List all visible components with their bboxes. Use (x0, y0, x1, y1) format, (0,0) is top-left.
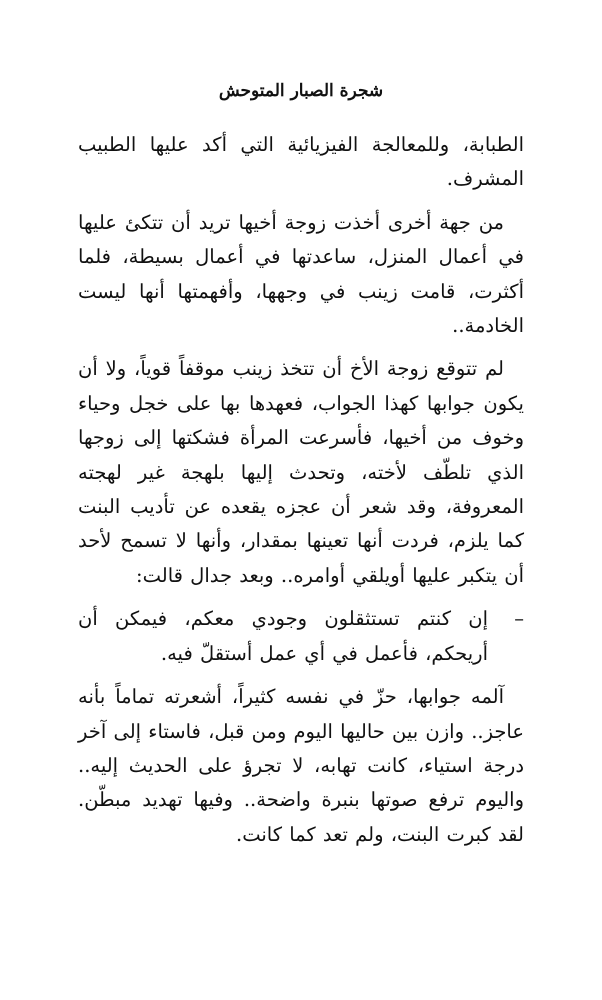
paragraph-continuation: الطبابة، وللمعالجة الفيزيائية التي أكد عليها الطبيب المشرف. (78, 133, 524, 191)
dialogue-dash: – (514, 607, 524, 631)
paragraph-sister-in-law: من جهة أخرى أخذت زوجة أخيها تريد أن تتكئ عليها في أعمال المنزل، ساعدتها في أعمال بسيطة، فلما أكثرت، قامت زينب في وجهها، وأفهمتها أنها ليست الخادمة.. (78, 210, 524, 338)
book-page (78, 0, 524, 1000)
dialogue-line (78, 602, 524, 671)
page-body (78, 128, 524, 852)
paragraph-husband-complaint: لم تتوقع زوجة الأخ أن تتخذ زينب موقفاً قوياً، ولا أن يكون جوابها كهذا الجواب، فعهدها بها على خجل وحياء وخوف من أخيها، فأسرعت المرأة فشكتها إلى زوجها الذي تلطّف لأخته، وتحدث إليها بلهجة غير لهجته المعروفة، وقد شعر أن عجزه يقعده عن تأديب البنت كما يلزم، فردت أنها تعينها بمقدار، وأنها لا تسمح لأحد أن يتكبر عليها أويلقي أوامره.. وبعد جدال قالت: (78, 357, 524, 587)
running-header-title: شجرة الصبار المتوحش (218, 81, 384, 101)
paragraph-brother-reaction: آلمه جوابها، حزّ في نفسه كثيراً، أشعرته تماماً بأنه عاجز.. وازن بين حاليها اليوم ومن قبل، فاستاء إلى آخر درجة استياء، كانت تهابه، لا تجرؤ على الحديث إليه.. واليوم ترفع صوتها بنبرة واضحة.. وفيها تهديد مبطّن. لقد كبرت البنت، ولم تعد كما كانت. (78, 685, 524, 846)
dialogue-text: إن كنتم تستثقلون وجودي معكم، فيمكن أن أريحكم، فأعمل في أي عمل أستقلّ فيه. (78, 607, 488, 665)
